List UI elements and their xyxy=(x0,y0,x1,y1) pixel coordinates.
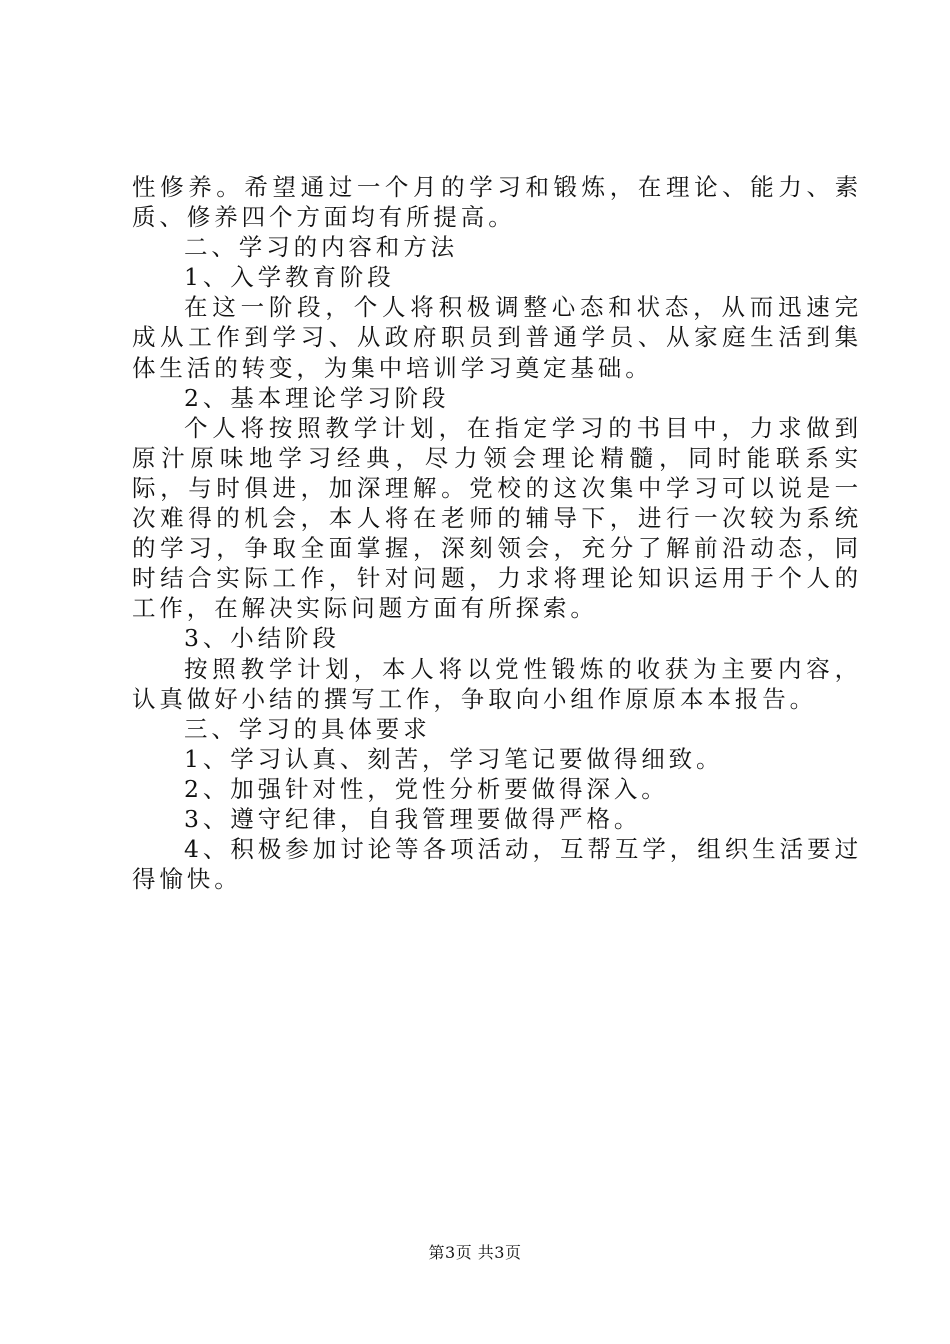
section-heading-requirements: 三、学习的具体要求 xyxy=(184,714,431,743)
paragraph-continuation: 性修养。希望通过一个月的学习和锻炼，在理论、能力、素质、修养四个方面均有所提高。 xyxy=(132,173,862,232)
paragraph-summary-stage: 按照教学计划，本人将以党性锻炼的收获为主要内容，认真做好小结的撰写工作，争取向小组作原原本本报告。 xyxy=(132,654,862,713)
subheading-summary-stage: 3、小结阶段 xyxy=(184,624,340,653)
requirement-item: 3、遵守纪律，自我管理要做得严格。 xyxy=(184,804,642,833)
subheading-theory-stage: 2、基本理论学习阶段 xyxy=(184,383,450,412)
requirement-item: 2、加强针对性，党性分析要做得深入。 xyxy=(184,774,669,803)
paragraph-orientation-stage: 在这一阶段，个人将积极调整心态和状态，从而迅速完成从工作到学习、从政府职员到普通学员、从家庭生活到集体生活的转变，为集中培训学习奠定基础。 xyxy=(132,293,862,382)
requirement-item: 4、积极参加讨论等各项活动，互帮互学，组织生活要过得愉快。 xyxy=(132,835,862,894)
page-number-label: 第3页 共3页 xyxy=(428,1243,522,1262)
paragraph-theory-stage: 个人将按照教学计划，在指定学习的书目中，力求做到原汁原味地学习经典，尽力领会理论精髓，同时能联系实际，与时俱进，加深理解。党校的这次集中学习可以说是一次难得的机会，本人将在老师的辅导下，进行一次较为系统的学习，争取全面掌握，深刻领会，充分了解前沿动态，同时结合实际工作，针对问题，力求将理论知识运用于个人的工作，在解决实际问题方面有所探索。 xyxy=(132,413,862,623)
requirement-item: 1、学习认真、刻苦，学习笔记要做得细致。 xyxy=(184,744,724,773)
section-heading-content-and-method: 二、学习的内容和方法 xyxy=(184,233,458,262)
document-body xyxy=(132,172,862,894)
subheading-orientation-stage: 1、入学教育阶段 xyxy=(184,263,395,292)
page-footer xyxy=(0,1243,950,1263)
